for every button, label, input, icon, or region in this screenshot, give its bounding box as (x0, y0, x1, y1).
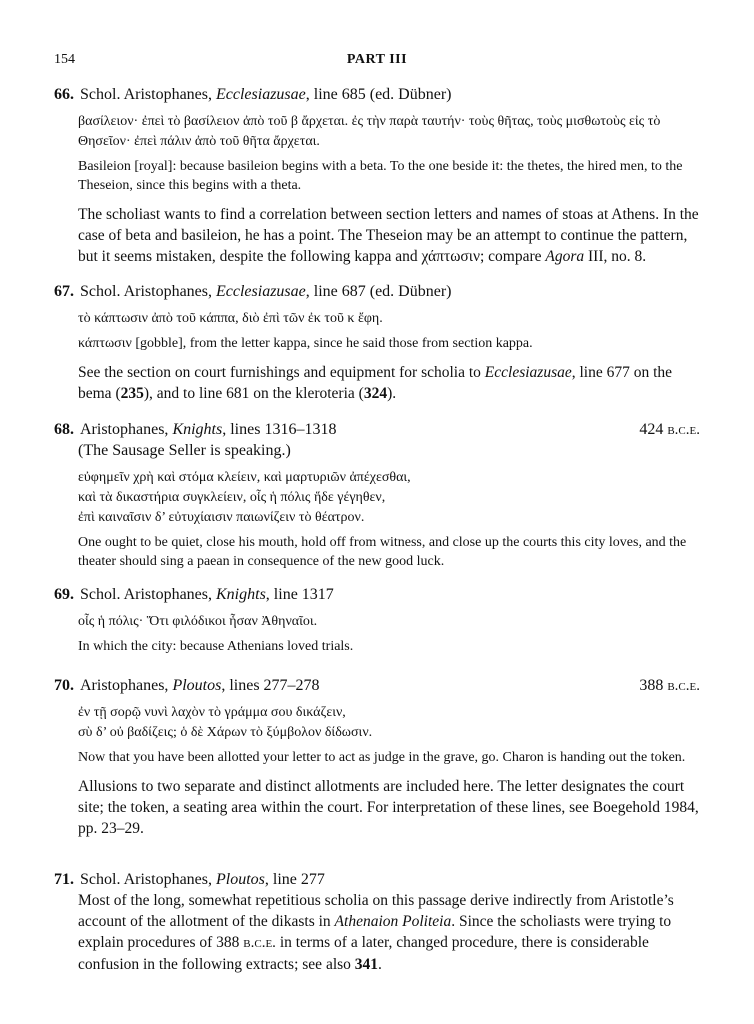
entry-66 (54, 84, 700, 267)
commentary: Most of the long, somewhat repetitious scholia on this passage derive indirectly from Aristotle’s account of the allotment of the dikasts in Athenaion Politeia. Since the scholiasts were trying to explain procedures of 388 b.c.e. in terms of a later, changed procedure, there is considerable confusion in the following extracts; see also 341. (78, 892, 674, 973)
translation: κάπτωσιν [gobble], from the letter kappa, since he said those from section kappa. (78, 336, 533, 351)
entry-67 (54, 281, 700, 404)
commentary: See the section on court furnishings and equipment for scholia to Ecclesiazusae, line 677 on the bema (235), and to line 681 on the kleroteria (324). (78, 364, 673, 402)
translation: Now that you have been allotted your letter to act as judge in the grave, go. Charon is handing out the token. (78, 750, 686, 765)
date: 424 b.c.e. (639, 421, 700, 438)
translation: One ought to be quiet, close his mouth, hold off from witness, and close up the courts this city loves, and the theater should sing a paean in consequence of the new good luck. (78, 535, 687, 569)
entry-heading: 71. Schol. Aristophanes, Ploutos, line 277 (54, 871, 325, 888)
entry-heading: 70. Aristophanes, Ploutos, lines 277–278 388 b.c.e. (54, 675, 700, 696)
commentary: Allusions to two separate and distinct allotments are included here. The letter designates the court site; the token, a seating area within the court. For interpretation of these lines, see Boegehold 1984, pp. 23–29. (78, 778, 699, 837)
translation: Basileion [royal]: because basileion begins with a beta. To the one beside it: the thetes, the hired men, to the Theseion, since this begins with a theta. (78, 159, 683, 193)
greek-verse: εὐφημεῖν χρὴ καὶ στόμα κλείειν, καὶ μαρτυριῶν ἀπέχεσθαι, καὶ τὰ δικαστήρια συγκλείειν, οἷς ἡ πόλις ἥδε γέγηθεν, ἐπὶ καιναῖσιν δ’ εὐτυχίαισιν παιωνίζειν τὸ θέατρον. (78, 470, 411, 525)
entry-heading: 67. Schol. Aristophanes, Ecclesiazusae, line 687 (ed. Dübner) (54, 283, 452, 300)
entry-subtitle: (The Sausage Seller is speaking.) (78, 442, 291, 459)
commentary: The scholiast wants to find a correlation between section letters and names of stoas at Athens. In the case of beta and basileion, he has a point. The Theseion may be an attempt to continue the pattern, but it seems mistaken, despite the following kappa and χάπτωσιν; compare Agora III, no. 8. (78, 206, 699, 265)
greek-text: τὸ κάπτωσιν ἀπὸ τοῦ κάππα, διὸ ἐπὶ τῶν ἐκ τοῦ κ ἔφη. (78, 311, 383, 326)
entry-heading: 69. Schol. Aristophanes, Knights, line 1317 (54, 586, 334, 603)
entry-heading: 68. Aristophanes, Knights, lines 1316–1318 424 b.c.e. (54, 419, 700, 440)
entry-heading: 66. Schol. Aristophanes, Ecclesiazusae, line 685 (ed. Dübner) (54, 86, 452, 103)
running-header: PART III (346, 52, 408, 67)
greek-text: οἷς ἡ πόλις· Ὅτι φιλόδικοι ἦσαν Ἀθηναῖοι. (78, 614, 318, 629)
page-number: 154 (54, 52, 75, 67)
entry-68 (54, 419, 700, 571)
entry-69 (54, 584, 700, 656)
greek-verse: ἐν τῇ σορῷ νυνὶ λαχὸν τὸ γράμμα σου δικάζειν, σὺ δ’ οὐ βαδίζεις; ὁ δὲ Χάρων τὸ ξύμβολον δίδωσιν. (78, 705, 373, 740)
entry-70 (54, 675, 700, 839)
translation: In which the city: because Athenians loved trials. (78, 639, 354, 654)
greek-text: βασίλειον· ἐπεὶ τὸ βασίλειον ἀπὸ τοῦ β ἄρχεται. ἐς τὴν παρὰ ταυτήν· τοὺς θῆτας, τοὺς μισθωτοὺς εἰς τὸ Θησεῖον· ἐπεὶ πάλιν ἀπὸ τοῦ θῆτα ἄρχεται. (78, 114, 661, 149)
date: 388 b.c.e. (639, 677, 700, 694)
entry-71 (54, 869, 700, 975)
